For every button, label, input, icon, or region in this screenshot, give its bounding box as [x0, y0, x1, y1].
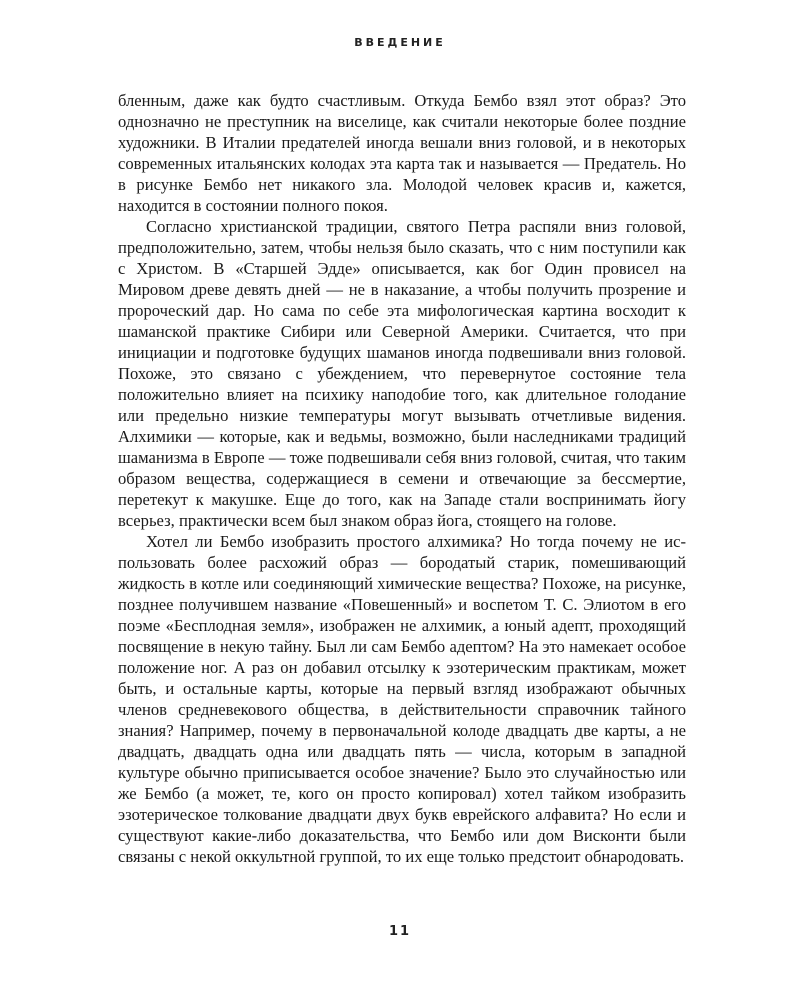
body-text	[118, 90, 686, 867]
paragraph: Хотел ли Бембо изобразить простого алхимика? Но тогда почему не использовать более расхожий образ — бородатый старик, помешивающий жидкость в котле или соединяющий химические вещества? Похоже, на рисунке, позднее получившем название «Повешенный» и воспетом Т. С. Элиотом в его поэме «Бесплодная земля», изображен не алхимик, а юный адепт, проходящий посвящение в некую тайну. Был ли сам Бембо адептом? На это намекает особое положение ног. А раз он добавил отсылку к эзотерическим практикам, может быть, и остальные карты, которые на первый взгляд изображают обычных членов средневекового общества, в действительности справочник тайного знания? Например, почему в первоначальной колоде двадцать две карты, а не двадцать, двадцать одна или двадцать пять — числа, которым в западной культуре обычно приписывается особое значение? Было это случайностью или же Бембо (а может, те, кого он просто копировал) хотел тайком изобразить эзотерическое толкование двадцати двух букв еврейского алфавита? Но если и существуют какие-либо доказательства, что Бембо или дом Висконти были связаны с некой оккультной группой, то их еще только предстоит обнародовать.	[118, 532, 686, 866]
page-number: 11	[388, 924, 412, 939]
running-head: ВВЕДЕНИЕ	[354, 36, 446, 49]
paragraph: Согласно христианской традиции, святого Петра распяли вниз головой, предположительно, затем, чтобы нельзя было сказать, что с ним поступили как с Христом. В «Старшей Эдде» описывается, как бог Один провисел на Мировом древе девять дней — не в наказание, а чтобы получить прозрение и пророческий дар. Но сама по себе эта мифологическая картина восходит к шаманской практике Сибири или Северной Америки. Считается, что при инициации и подготовке будущих шаманов иногда подвешивали вниз головой. Похоже, это связано с убеждением, что перевернутое состояние тела положительно влияет на психику наподобие того, как длительное голодание или предельно низкие температуры могут вызывать отчетливые видения. Алхимики — которые, как и ведьмы, возможно, были наследниками традиций шаманизма в Европе — тоже подвешивали себя вниз головой, считая, что таким образом вещества, содержащиеся в семени и отвечающие за бессмертие, перетекут к макушке. Еще до того, как на Западе стали воспринимать йогу всерьез, практически всем был знаком образ йога, стоящего на голове.	[118, 217, 686, 530]
paragraph-continued: бленным, даже как будто счастливым. Откуда Бембо взял этот образ? Это однозначно не преступник на виселице, как считали некоторые более поздние художники. В Италии предателей иногда вешали вниз головой, и в некоторых современных итальянских колодах эта карта так и называется — Предатель. Но в рисунке Бембо нет никакого зла. Молодой человек красив и, кажется, находится в состоянии полного покоя.	[118, 91, 686, 215]
